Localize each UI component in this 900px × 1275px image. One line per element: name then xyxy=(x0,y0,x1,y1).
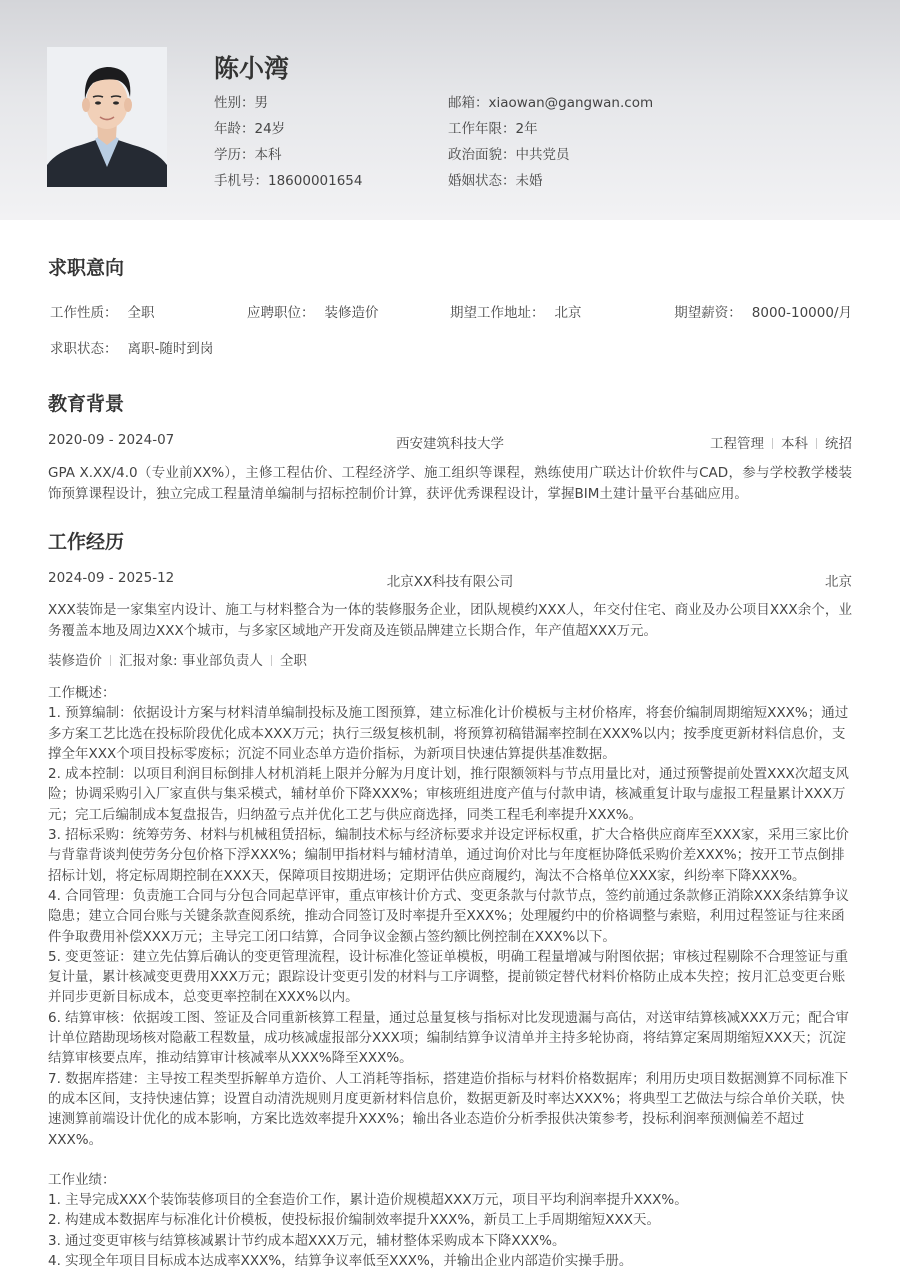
list-item: 2. 构建成本数据库与标准化计价模板，使投标报价编制效率提升XXX%，新员工上手周期缩短XXX天。 xyxy=(48,1212,660,1229)
work-header-row xyxy=(48,570,852,590)
education-period: 2020-09 - 2024-07 xyxy=(48,432,175,448)
overview-title: 工作概述： xyxy=(48,685,116,701)
profile-header xyxy=(0,0,900,220)
list-item: 6. 结算审核：依据竣工图、签证及合同重新核算工程量，通过总量复核与指标对比发现遗漏与高估，对送审结算核减XXX万元；配合审计单位踏勘现场核对隐蔽工程数量，成功核减虚报部分XXX项；编制结算争议清单并主持多轮协商，将结算定案周期缩短XXX天；沉淀结算审核要点库，推动结算审计核减率从XXX%降至XXX%。 xyxy=(48,1009,849,1067)
info-political-status: 政治面貌：中共党员 xyxy=(448,147,570,163)
company-description: XXX装饰是一家集室内设计、施工与材料整合为一体的装修服务企业，团队规模约XXX人，年交付住宅、商业及办公项目XXX余个，业务覆盖本地及周边XXX个城市，与多家区域地产开发商及连锁品牌建立长期合作，年产值超XXX万元。 xyxy=(48,602,852,639)
intent-status: 求职状态： 离职-随时到岗 xyxy=(50,341,214,357)
section-title: 求职意向 xyxy=(48,257,125,279)
info-experience-years: 工作年限：2年 xyxy=(448,121,538,137)
list-item: 1. 主导完成XXX个装饰装修项目的全套造价工作，累计造价规模超XXX万元，项目平均利润率提升XXX%。 xyxy=(48,1192,688,1209)
work-achievements xyxy=(48,1170,852,1271)
candidate-name: 陈小湾 xyxy=(214,54,290,83)
list-item: 3. 通过变更审核与结算核减累计节约成本超XXX万元，辅材整体采购成本下降XXX%。 xyxy=(48,1232,566,1249)
education-tags: 工程管理 本科 统招 xyxy=(710,436,852,452)
intent-job-type: 工作性质： 全职 xyxy=(50,305,155,321)
portrait-image xyxy=(47,47,167,187)
list-item: 4. 合同管理：负责施工合同与分包合同起草评审，重点审核计价方式、变更条款与付款节点，签约前通过条款修正消除XXX条结算争议隐患；建立合同台账与关键条款查阅系统，推动合同签订及时率提升至XXX%；处理履约中的价格调整与索赔，利用过程签证与往来函件争取费用补偿XXX万元；主导完工闭口结算，合同争议金额占签约额比例控制在XXX%以下。 xyxy=(48,887,849,945)
work-city: 北京 xyxy=(825,574,852,590)
info-age: 年龄：24岁 xyxy=(214,121,286,137)
info-degree: 学历：本科 xyxy=(214,147,282,163)
list-item: 5. 变更签证：建立先估算后确认的变更管理流程，设计标准化签证单模板，明确工程量增减与附图依据；审核过程剔除不合理签证与重复计量，累计核减变更费用XXX万元；跟踪设计变更引发的材料与工序调整，提前锁定替代材料价格防止成本失控；按月汇总变更台账并同步更新目标成本，总变更率控制在XXX%以内。 xyxy=(48,948,849,1006)
work-section xyxy=(48,529,852,1271)
section-title: 工作经历 xyxy=(48,531,125,553)
list-item: 1. 预算编制：依据设计方案与材料清单编制投标及施工图预算，建立标准化计价模板与主材价格库，将套价编制周期缩短XXX%；通过多方案工艺比选在投标阶段优化成本XXX万元；执行三级复核机制，将预算初稿错漏率控制在XXX%以内；按季度更新材料信息价，支撑全年XXX个项目投标零废标；沉淀不同业态单方造价指标，为新项目快速估算提供基准数据。 xyxy=(48,705,849,762)
education-header-row xyxy=(48,432,852,452)
info-email: 邮箱：xiaowan@gangwan.com xyxy=(448,95,654,111)
intent-salary: 期望薪资： 8000-10000/月 xyxy=(674,305,852,321)
job-intent-section xyxy=(48,255,852,357)
info-gender: 性别：男 xyxy=(214,95,268,111)
basic-info-left xyxy=(214,93,362,197)
list-item: 4. 实现全年项目目标成本达成率XXX%，结算争议率低至XXX%，并输出企业内部造价实操手册。 xyxy=(48,1253,633,1270)
work-tags: 装修造价 汇报对象: 事业部负责人 全职 xyxy=(48,653,307,669)
list-item: 3. 招标采购：统筹劳务、材料与机械租赁招标，编制技术标与经济标要求并设定评标权重，扩大合格供应商库至XXX家，采用三家比价与背靠背谈判使劳务分包价格下浮XXX%；编制甲指材料与辅材清单，通过询价对比与年度框协降低采购价差XXX%；按开工节点倒排招标计划，将定标周期控制在XXX天，保障项目按期进场；定期评估供应商履约，淘汰不合格单位XXX家，纠纷率下降XXX%。 xyxy=(48,827,849,884)
achievements-title: 工作业绩： xyxy=(48,1171,116,1188)
company-name: 北京XX科技有限公司 xyxy=(386,574,514,590)
info-marital-status: 婚姻状态：未婚 xyxy=(448,173,543,189)
info-phone: 手机号：18600001654 xyxy=(214,173,363,189)
avatar xyxy=(47,47,167,187)
list-item: 7. 数据库搭建：主导按工程类型拆解单方造价、人工消耗等指标，搭建造价指标与材料价格数据库；利用历史项目数据测算不同标准下的成本区间，支持快速估算；设置自动清洗规则月度更新材料信息价，数据更新及时率达XXX%；将典型工艺做法与综合单价关联，快速测算前端设计优化的成本影响，方案比选效率提升XXX%；输出各业态造价分析季报供决策参考，投标利润率预测偏差不超过XXX%。 xyxy=(48,1070,849,1148)
work-period: 2024-09 - 2025-12 xyxy=(48,570,175,586)
education-section xyxy=(48,391,852,504)
list-item: 2. 成本控制：以项目利润目标倒排人材机消耗上限并分解为月度计划，推行限额领料与节点用量比对，通过预警提前处置XXX次超支风险；协调采购引入厂家直供与集采模式，辅材单价下降XXX%；审核班组进度产值与付款申请，核减重复计取与虚报工程量累计XXX万元；完工后编制成本复盘报告，归纳盈亏点并优化工艺与供应商选择，同类工程毛利率提升XXX%。 xyxy=(48,766,849,823)
work-overview xyxy=(48,683,852,1150)
intent-position: 应聘职位： 装修造价 xyxy=(247,305,379,321)
school-name: 西安建筑科技大学 xyxy=(396,436,504,452)
section-title: 教育背景 xyxy=(48,393,125,415)
basic-info-right xyxy=(448,93,653,197)
education-description: GPA X.XX/4.0（专业前XX%），主修工程估价、工程经济学、施工组织等课程，熟练使用广联达计价软件与CAD，参与学校教学楼装饰预算课程设计，独立完成工程量清单编制与招标控制价计算，获评优秀课程设计，掌握BIM土建计量平台基础应用。 xyxy=(48,465,852,502)
intent-location: 期望工作地址： 北京 xyxy=(450,305,582,321)
